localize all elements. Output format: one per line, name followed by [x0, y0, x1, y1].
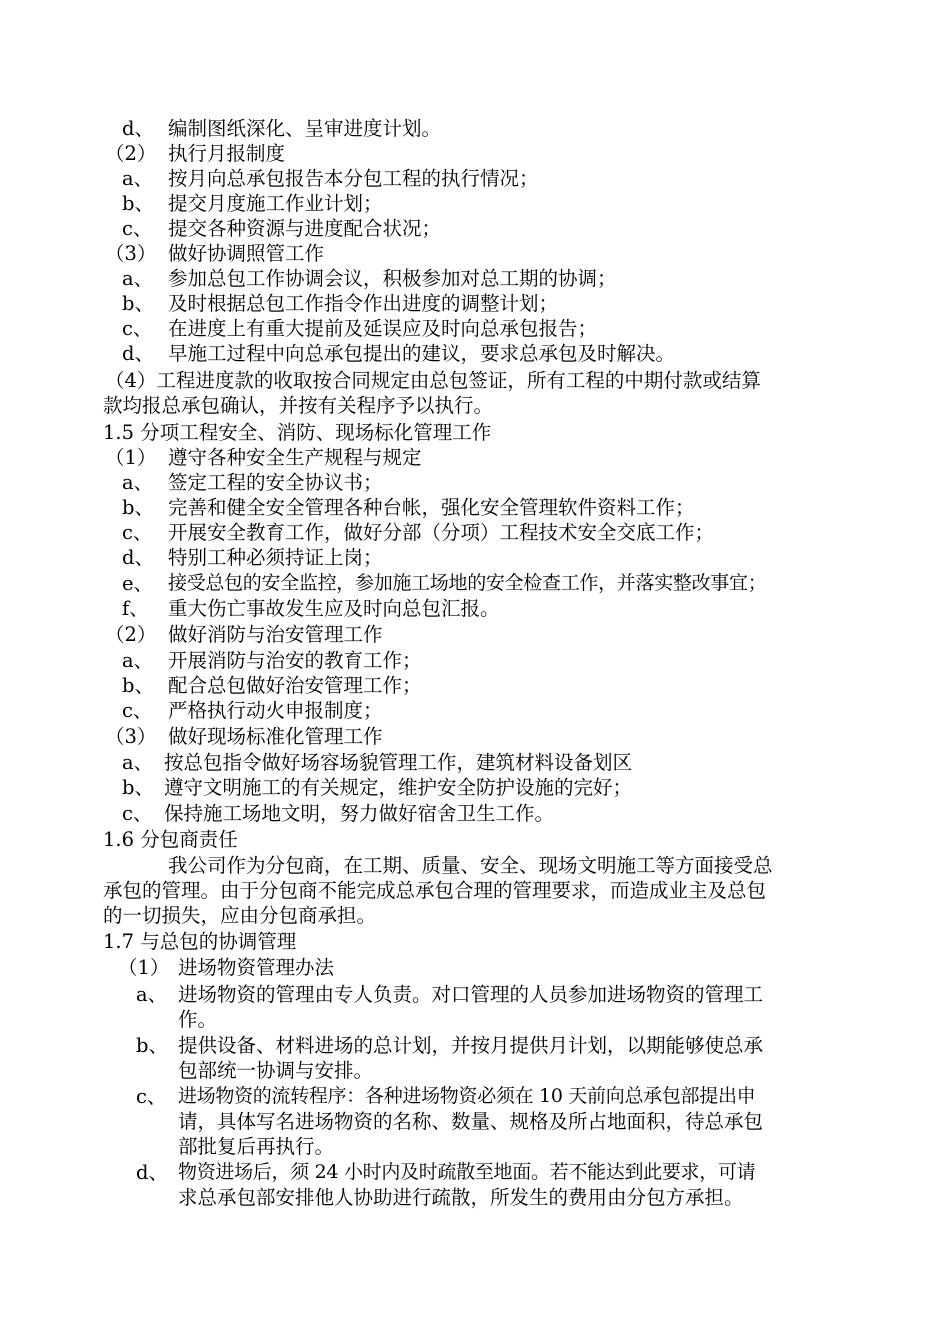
- list-item-text: 早施工过程中向总承包提出的建议，要求总承包及时解决。: [168, 342, 676, 365]
- list-item-text: 保持施工场地文明，努力做好宿舍卫生工作。: [164, 802, 555, 825]
- subsection-heading: 做好协调照管工作: [168, 242, 325, 265]
- subsection-number: （1）: [118, 956, 170, 979]
- subsection-number: （2）: [105, 623, 157, 646]
- list-item-text: 求总承包部安排他人协助进行疏散，所发生的费用由分包方承担。: [178, 1186, 744, 1209]
- list-item-text: 提交各种资源与进度配合状况；: [168, 217, 442, 240]
- list-item-text: 提供设备、材料进场的总计划，并按月提供月计划，以期能够使总承: [178, 1034, 764, 1057]
- list-item-text: 接受总包的安全监控，参加施工场地的安全检查工作，并落实整改事宜；: [168, 572, 767, 594]
- list-item-text: 完善和健全安全管理各种台帐，强化安全管理软件资料工作；: [168, 496, 695, 519]
- list-marker: a、: [122, 649, 154, 672]
- list-marker: c、: [122, 317, 153, 340]
- list-item-text: 进场物资的管理由专人负责。对口管理的人员参加进场物资的管理工: [178, 983, 764, 1006]
- list-marker: f、: [122, 597, 149, 620]
- list-marker: c、: [122, 521, 153, 544]
- list-item-text: 提交月度施工作业计划；: [168, 192, 383, 215]
- list-item-text: 在进度上有重大提前及延误应及时向总承包报告；: [168, 317, 598, 340]
- section-heading: 1.6 分包商责任: [103, 828, 238, 851]
- list-marker: b、: [122, 292, 154, 315]
- list-item-text: 配合总包做好治安管理工作；: [168, 674, 422, 697]
- list-marker: a、: [136, 983, 168, 1006]
- subsection-number: （3）: [105, 725, 157, 748]
- list-marker: c、: [122, 699, 153, 722]
- paragraph-line: 的一切损失，应由分包商承担。: [103, 904, 377, 927]
- list-item-text: 签定工程的安全协议书；: [168, 471, 383, 494]
- list-item-text: 包部统一协调与安排。: [178, 1059, 374, 1082]
- list-marker: d、: [122, 117, 154, 140]
- paragraph-line: 承包的管理。由于分包商不能完成总承包合理的管理要求，而造成业主及总包: [103, 879, 767, 902]
- list-marker: b、: [122, 674, 154, 697]
- list-marker: b、: [122, 496, 154, 519]
- list-item-text: 开展消防与治安的教育工作；: [168, 649, 422, 672]
- list-item-text: 严格执行动火申报制度；: [168, 699, 383, 722]
- list-marker: c、: [122, 802, 153, 825]
- list-marker: e、: [122, 572, 154, 595]
- list-marker: b、: [136, 1034, 168, 1057]
- list-item-text: 物资进场后，须 24 小时内及时疏散至地面。若不能达到此要求，可请: [178, 1161, 756, 1183]
- list-item-text: 编制图纸深化、呈审进度计划。: [168, 117, 442, 140]
- paragraph-line: 我公司作为分包商，在工期、质量、安全、现场文明施工等方面接受总: [168, 854, 773, 877]
- subsection-number: （3）: [105, 242, 157, 265]
- list-marker: d、: [122, 546, 154, 569]
- list-marker: b、: [122, 192, 154, 215]
- list-item-text: 部批复后再执行。: [178, 1135, 335, 1158]
- subsection-heading: 进场物资管理办法: [178, 956, 335, 979]
- list-item-text: 按月向总承包报告本分包工程的执行情况；: [168, 167, 539, 190]
- list-marker: c、: [136, 1085, 167, 1108]
- list-marker: a、: [122, 751, 154, 774]
- paragraph-line: 款均报总承包确认，并按有关程序予以执行。: [103, 394, 494, 417]
- list-marker: d、: [136, 1161, 168, 1184]
- list-item-text: 特别工种必须持证上岗；: [168, 546, 383, 569]
- section-heading: 1.7 与总包的协调管理: [103, 930, 297, 953]
- list-marker: a、: [122, 267, 154, 290]
- subsection-heading: 做好现场标准化管理工作: [168, 725, 383, 748]
- subsection-number: （2）: [105, 142, 157, 165]
- section-heading: 1.5 分项工程安全、消防、现场标化管理工作: [103, 421, 492, 444]
- list-marker: a、: [122, 471, 154, 494]
- list-item-text: 开展安全教育工作，做好分部（分项）工程技术安全交底工作；: [168, 521, 715, 544]
- list-item-text: 及时根据总包工作指令作出进度的调整计划；: [168, 292, 559, 315]
- list-item-text: 参加总包工作协调会议，积极参加对总工期的协调；: [168, 267, 617, 290]
- list-marker: a、: [122, 167, 154, 190]
- list-marker: c、: [122, 217, 153, 240]
- subsection-heading: 遵守各种安全生产规程与规定: [168, 446, 422, 469]
- subsection-number: （1）: [105, 446, 157, 469]
- subsection-heading: 做好消防与治安管理工作: [168, 623, 383, 646]
- list-item-text: 遵守文明施工的有关规定，维护安全防护设施的完好；: [164, 776, 633, 799]
- list-marker: b、: [122, 776, 154, 799]
- list-item-text: 作。: [178, 1008, 218, 1031]
- list-marker: d、: [122, 342, 154, 365]
- paragraph-line: （4）工程进度款的收取按合同规定由总包签证，所有工程的中期付款或结算: [105, 369, 761, 392]
- list-item-text: 按总包指令做好场容场貌管理工作，建筑材料设备划区: [164, 751, 633, 774]
- list-item-text: 请，具体写名进场物资的名称、数量、规格及所占地面积，待总承包: [178, 1110, 764, 1133]
- subsection-heading: 执行月报制度: [168, 142, 286, 165]
- list-item-text: 进场物资的流转程序：各种进场物资必须在 10 天前向总承包部提出申: [178, 1085, 756, 1107]
- list-item-text: 重大伤亡事故发生应及时向总包汇报。: [168, 597, 500, 620]
